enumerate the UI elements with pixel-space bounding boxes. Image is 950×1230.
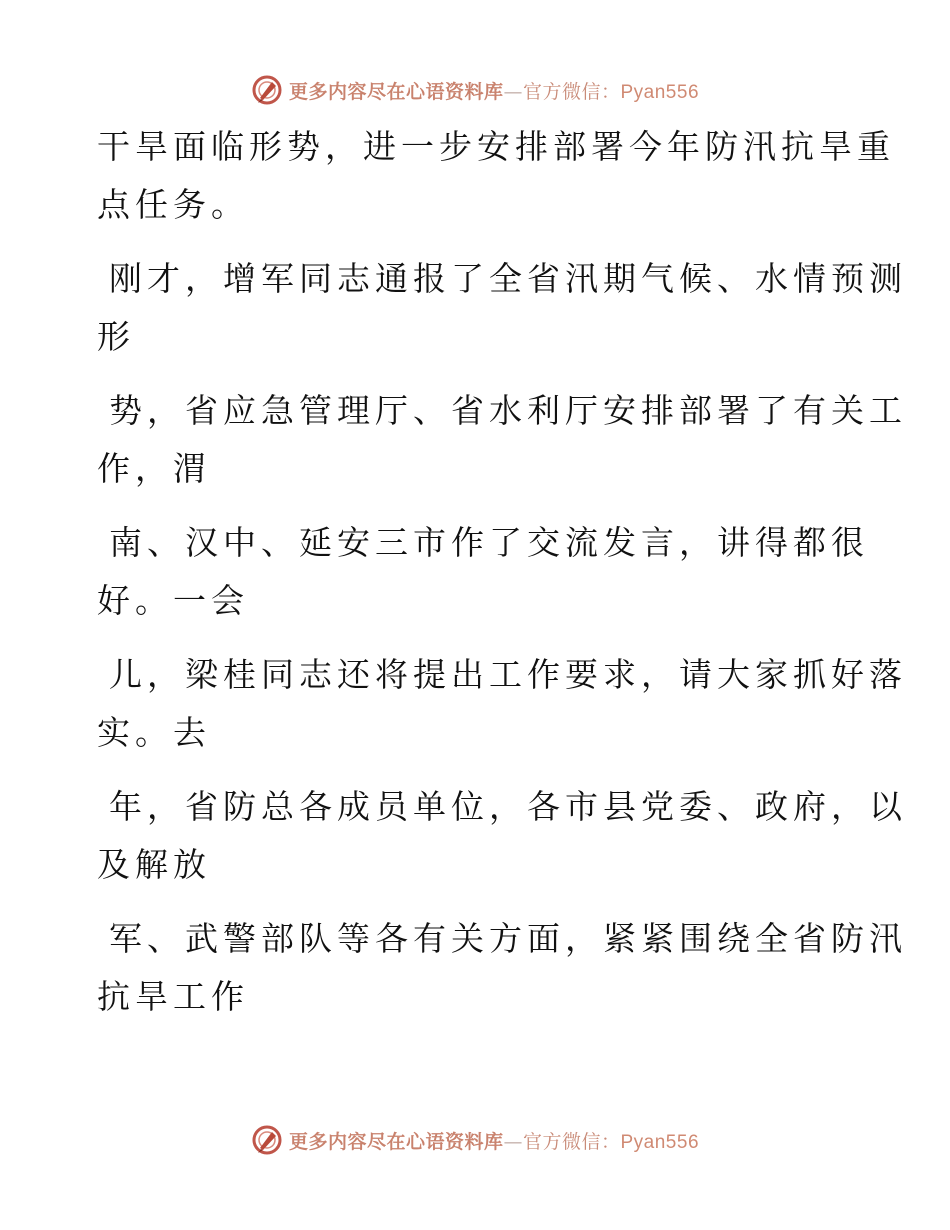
banner-title: 更多内容尽在心语资料库	[288, 1130, 504, 1153]
paragraph	[97, 382, 907, 498]
footer-banner-text	[289, 1127, 699, 1154]
paragraph-line: 干旱面临形势，进一步安排部署今年防汛抗旱重	[97, 127, 895, 166]
paragraph-line: 势，省应急管理厅、省水利厅安排部署了有关工	[109, 391, 907, 430]
footer-banner	[0, 1120, 950, 1160]
banner-subtitle: 官方微信：	[522, 80, 621, 103]
banner-subtitle: 官方微信：	[522, 1130, 621, 1153]
paragraph-line: 点任务。	[97, 185, 249, 224]
paragraph	[97, 778, 907, 894]
paragraph-line: 及解放	[97, 845, 211, 884]
paragraph-line: 抗旱工作	[97, 977, 249, 1016]
banner-separator: —	[503, 1130, 523, 1153]
header-banner	[0, 70, 950, 110]
paragraph-line: 儿，梁桂同志还将提出工作要求，请大家抓好落	[109, 655, 907, 694]
paragraph-line: 年，省防总各成员单位，各市县党委、政府，以	[109, 787, 907, 826]
paragraph-line: 作，渭	[97, 449, 211, 488]
banner-separator: —	[503, 80, 523, 103]
banner-title: 更多内容尽在心语资料库	[288, 80, 504, 103]
banner-wechat-id: Pyan556	[620, 1131, 700, 1153]
pen-nib-logo-icon	[251, 74, 283, 106]
paragraph-line: 实。去	[97, 713, 211, 752]
paragraph	[97, 514, 869, 630]
paragraph-line: 南、汉中、延安三市作了交流发言，讲得都很	[109, 523, 869, 562]
paragraph-line: 形	[97, 317, 135, 356]
banner-wechat-id: Pyan556	[620, 81, 700, 103]
header-banner-text	[289, 77, 699, 104]
paragraph	[97, 250, 907, 366]
document-body	[97, 118, 907, 1026]
paragraph-line: 军、武警部队等各有关方面，紧紧围绕全省防汛	[109, 919, 907, 958]
paragraph	[97, 910, 907, 1026]
paragraph-line: 刚才，增军同志通报了全省汛期气候、水情预测	[109, 259, 907, 298]
paragraph	[97, 118, 895, 234]
paragraph	[97, 646, 907, 762]
pen-nib-logo-icon	[251, 1124, 283, 1156]
paragraph-line: 好。一会	[97, 581, 249, 620]
